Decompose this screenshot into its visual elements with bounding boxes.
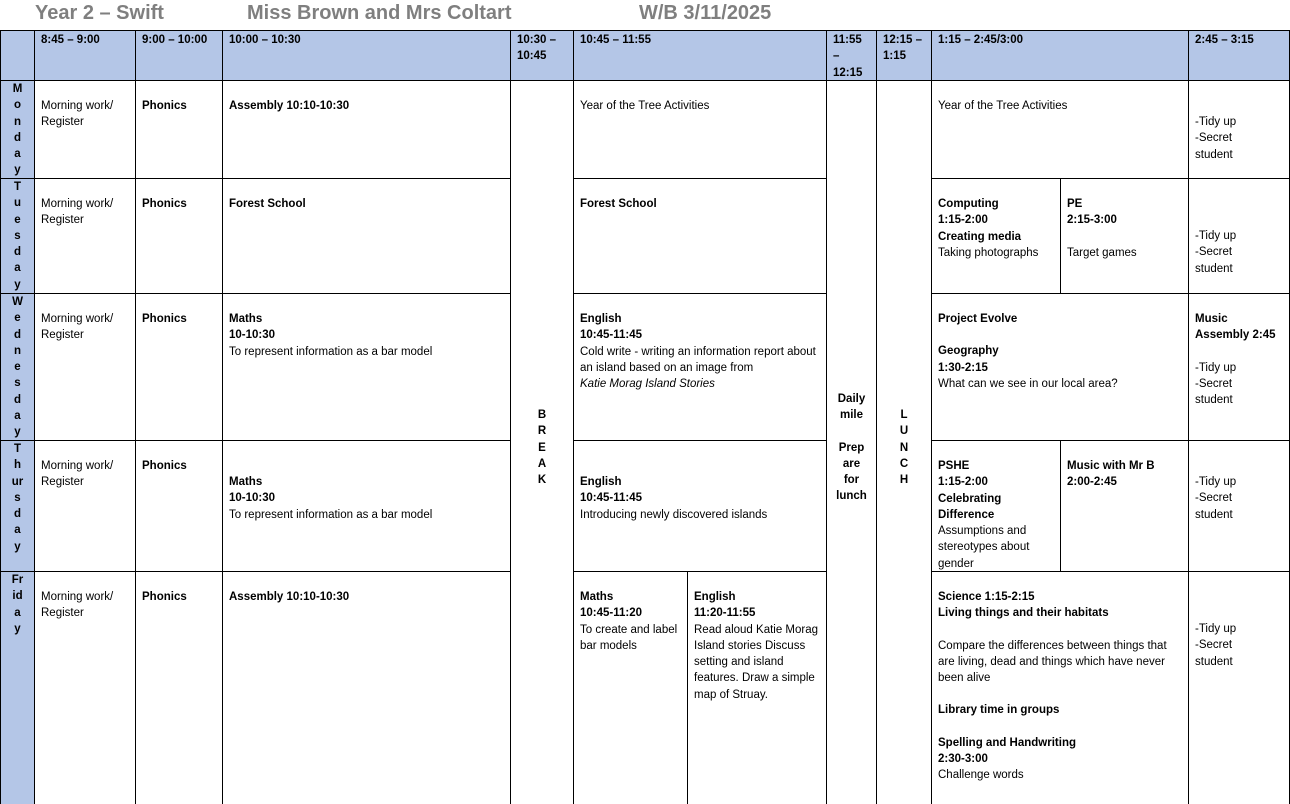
thursday-morning-work: Morning work/ Register	[35, 441, 136, 572]
thursday-pshe: PSHE 1:15-2:00 Celebrating Difference Assumptions and stereotypes about gender	[932, 441, 1061, 572]
day-label-thursday: Thursday	[1, 441, 35, 572]
wednesday-maths: Maths 10-10:30 To represent information as a bar model	[223, 294, 511, 441]
teacher-names: Miss Brown and Mrs Coltart	[247, 2, 512, 24]
prep-line3: for	[843, 474, 860, 487]
prep-line2: are	[842, 457, 861, 470]
wednesday-phonics: Phonics	[136, 294, 223, 441]
header-corner	[1, 31, 35, 81]
friday-english: English 11:20-11:55 Read aloud Katie Morag Island stories Discuss setting and island features. Draw a simple map of Struay.	[688, 572, 827, 804]
wednesday-afternoon: Project Evolve Geography 1:30-2:15 What can we see in our local area?	[932, 294, 1189, 441]
daily-mile-line1: Daily	[837, 393, 866, 405]
friday-end-of-day: -Tidy up -Secret student	[1189, 572, 1290, 804]
week-label: W/B 3/11/2025	[639, 2, 772, 24]
wednesday-end-of-day: Music Assembly 2:45 -Tidy up -Secret student	[1189, 294, 1290, 441]
day-label-wednesday: Wednesday	[1, 294, 35, 441]
tuesday-pe: PE 2:15-3:00 Target games	[1061, 179, 1189, 294]
friday-assembly: Assembly 10:10-10:30	[223, 572, 511, 804]
tuesday-computing: Computing 1:15-2:00 Creating media Taking photographs	[932, 179, 1061, 294]
prep-line1: Prep	[838, 441, 865, 454]
tuesday-forest-school-morning: Forest School	[223, 179, 511, 294]
time-header-9: 2:45 – 3:15	[1189, 31, 1290, 81]
monday-assembly: Assembly 10:10-10:30	[223, 81, 511, 179]
prep-line4: lunch	[836, 490, 867, 503]
time-header-5: 10:45 – 11:55	[574, 31, 827, 81]
monday-end-of-day: -Tidy up -Secret student	[1189, 81, 1290, 179]
break-column	[511, 81, 574, 804]
monday-tree-activities-afternoon: Year of the Tree Activities	[932, 81, 1189, 179]
tuesday-end-of-day: -Tidy up -Secret student	[1189, 179, 1290, 294]
thursday-phonics: Phonics	[136, 441, 223, 572]
lunch-column	[877, 81, 932, 804]
break-label: BREAK	[537, 409, 547, 487]
monday-morning-work: Morning work/ Register	[35, 81, 136, 179]
friday-afternoon: Science 1:15-2:15 Living things and their habitats Compare the differences between things that are living, dead and things which have never been alive Library time in groups Spelling and Handwriting 2:30-3:00 Challenge words	[932, 572, 1189, 804]
daily-mile-line2: mile	[839, 409, 863, 422]
day-label-friday: Friday	[1, 572, 35, 804]
thursday-end-of-day: -Tidy up -Secret student	[1189, 441, 1290, 572]
friday-morning-work: Morning work/ Register	[35, 572, 136, 804]
time-header-7: 12:15 – 1:15	[877, 31, 932, 81]
tuesday-morning-work: Morning work/ Register	[35, 179, 136, 294]
time-header-6: 11:55 – 12:15	[827, 31, 877, 81]
class-title: Year 2 – Swift	[35, 2, 164, 24]
tuesday-phonics: Phonics	[136, 179, 223, 294]
monday-tree-activities-morning: Year of the Tree Activities	[574, 81, 827, 179]
thursday-maths: Maths 10-10:30 To represent information as a bar model	[223, 441, 511, 572]
day-label-tuesday: Tuesday	[1, 179, 35, 294]
monday-phonics: Phonics	[136, 81, 223, 179]
time-header-8: 1:15 – 2:45/3:00	[932, 31, 1189, 81]
day-label-monday: Monday	[1, 81, 35, 179]
time-header-3: 10:00 – 10:30	[223, 31, 511, 81]
time-header-4: 10:30 – 10:45	[511, 31, 574, 81]
thursday-music: Music with Mr B 2:00-2:45	[1061, 441, 1189, 572]
friday-maths: Maths 10:45-11:20 To create and label bar models	[574, 572, 688, 804]
time-header-2: 9:00 – 10:00	[136, 31, 223, 81]
tuesday-forest-school: Forest School	[574, 179, 827, 294]
wednesday-english: English 10:45-11:45 Cold write - writing an information report about an island based on an image from Katie Morag Island Stories	[574, 294, 827, 441]
daily-mile-column	[827, 81, 877, 804]
friday-phonics: Phonics	[136, 572, 223, 804]
lunch-label: LUNCH	[899, 409, 909, 487]
thursday-english: English 10:45-11:45 Introducing newly discovered islands	[574, 441, 827, 572]
wednesday-morning-work: Morning work/ Register	[35, 294, 136, 441]
time-header-1: 8:45 – 9:00	[35, 31, 136, 81]
